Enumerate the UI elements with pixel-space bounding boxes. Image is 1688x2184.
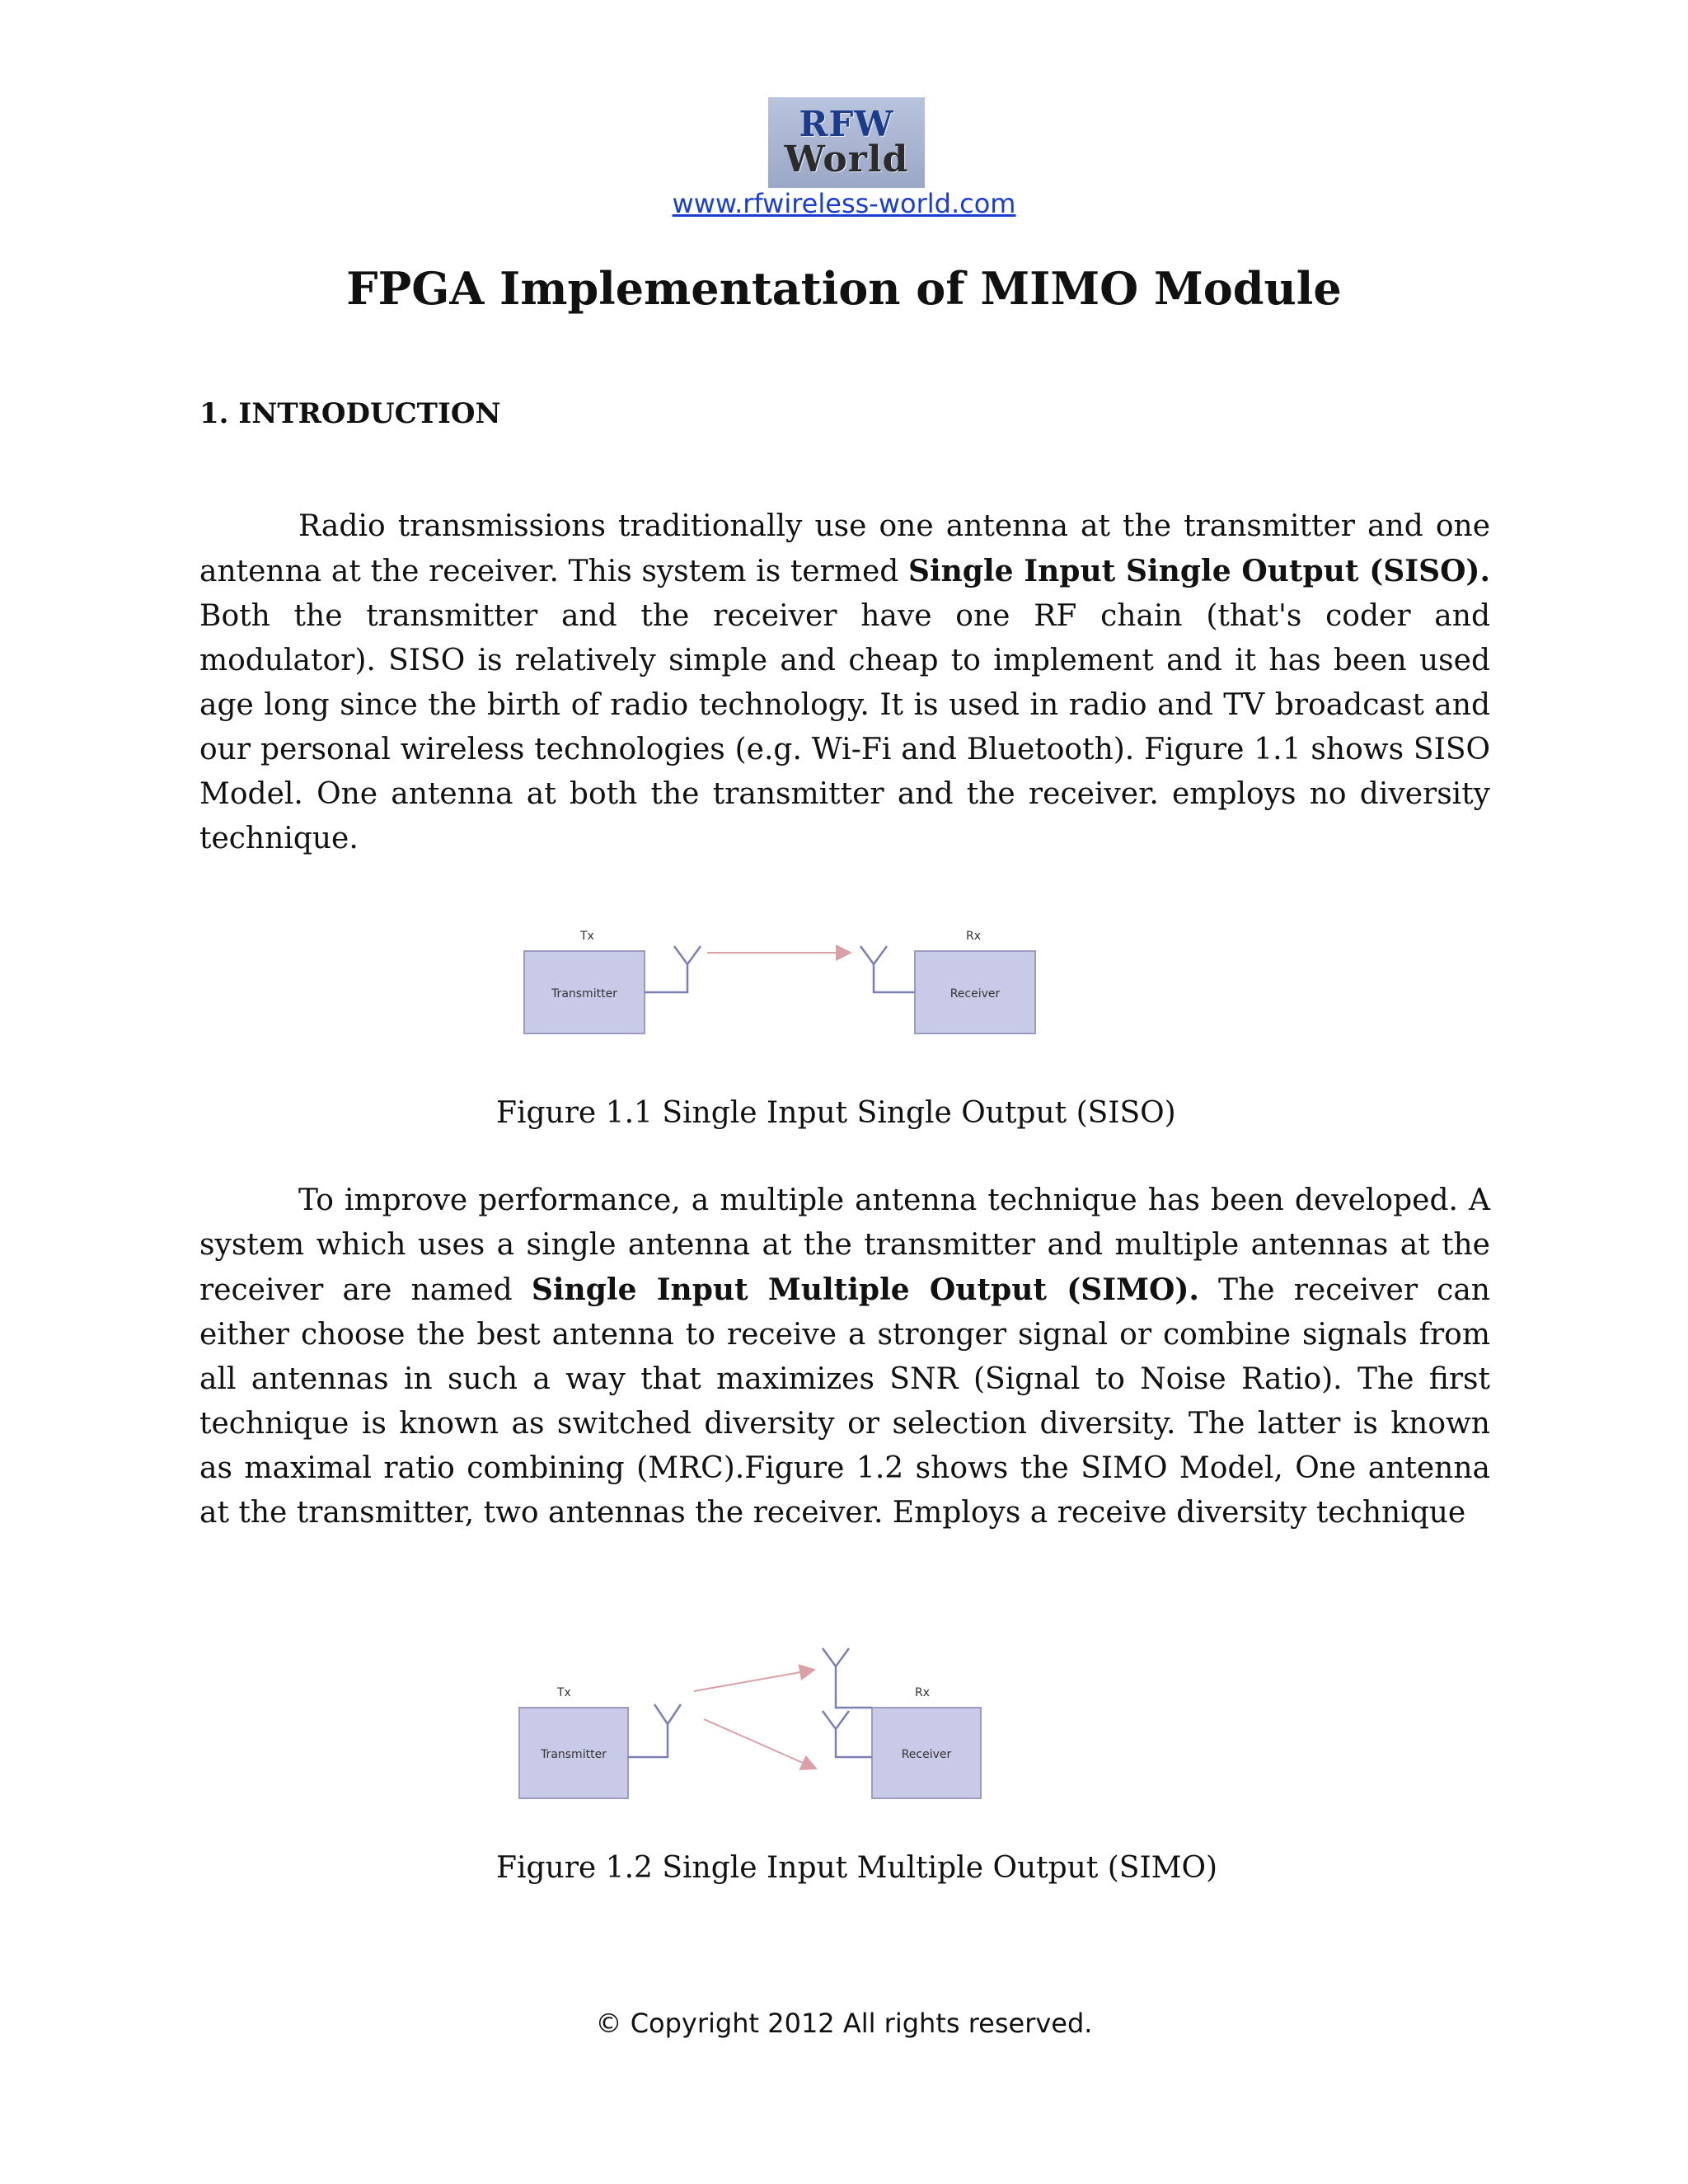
simo-signal-arrow-1 — [694, 1670, 814, 1691]
rfw-world-logo — [768, 97, 925, 188]
p1-text-end: Both the transmitter and the receiver have one RF chain (that's coder and modulator). SISO is relatively simple and cheap to implement and it has been used age long since the birth of radio technology. It is used in radio and TV broadcast and our personal wireless technologies (e.g. Wi-Fi and Bluetooth). Figure 1.1 shows SISO Model. One antenna at both the transmitter and the receiver. employs no diversity technique. — [199, 599, 1490, 855]
siso-rx-antenna-icon — [860, 946, 915, 992]
section-heading-introduction: 1. INTRODUCTION — [199, 397, 501, 430]
siso-tx-label: Tx — [580, 930, 594, 943]
simo-transmitter-label: Transmitter — [541, 1748, 607, 1761]
simo-rx-antenna-2-icon — [823, 1711, 872, 1757]
simo-tx-antenna-icon — [628, 1704, 681, 1757]
siso-diagram — [521, 930, 1048, 1038]
logo-line-2: World — [784, 138, 909, 180]
figure-1-1-caption: Figure 1.1 Single Input Single Output (SISO) — [496, 1096, 1176, 1130]
p1-bold-siso: Single Input Single Output (SISO). — [907, 554, 1490, 588]
website-link[interactable]: www.rfwireless-world.com — [672, 188, 1016, 219]
p2-bold-simo: Single Input Multiple Output (SIMO). — [531, 1272, 1199, 1307]
figure-1-2-caption: Figure 1.2 Single Input Multiple Output (SIMO) — [496, 1851, 1218, 1885]
siso-receiver-label: Receiver — [950, 987, 1001, 1001]
simo-signal-arrow-2 — [704, 1719, 816, 1769]
simo-tx-label: Tx — [557, 1686, 571, 1699]
p2-text-end: The receiver can either choose the best antenna to receive a stronger signal or combine signals from all antennas in such a way that maximizes SNR (Signal to Noise Ratio). The first technique is known as switched diversity or selection diversity. The latter is known as maximal ratio combining (MRC).Figure 1.2 shows the SIMO Model, One antenna at the transmitter, two antennas the receiver. Employs a receive diversity technique — [199, 1273, 1490, 1530]
simo-receiver-label: Receiver — [901, 1748, 952, 1761]
simo-rx-antenna-1-icon — [823, 1648, 872, 1708]
simo-rx-label: Rx — [915, 1686, 931, 1699]
document-title: FPGA Implementation of MIMO Module — [346, 262, 1342, 315]
p2-text-start: To improve performance, a multiple antenna technique has been developed. A system which uses a single antenna at the transmitter and multiple antennas at the receiver are named — [199, 1183, 1490, 1307]
siso-rx-label: Rx — [966, 930, 982, 943]
siso-transmitter-label: Transmitter — [551, 987, 617, 1001]
simo-diagram — [513, 1645, 999, 1803]
intro-paragraph-simo — [199, 1179, 1490, 1535]
p1-text-start: Radio transmissions traditionally use one antenna at the transmitter and one antenna at the receiver. This system is termed — [199, 509, 1490, 588]
intro-paragraph-siso — [199, 504, 1490, 861]
logo-line-1: RFW — [799, 104, 894, 144]
siso-tx-antenna-icon — [645, 946, 701, 992]
copyright-footer: © Copyright 2012 All rights reserved. — [595, 2008, 1093, 2039]
